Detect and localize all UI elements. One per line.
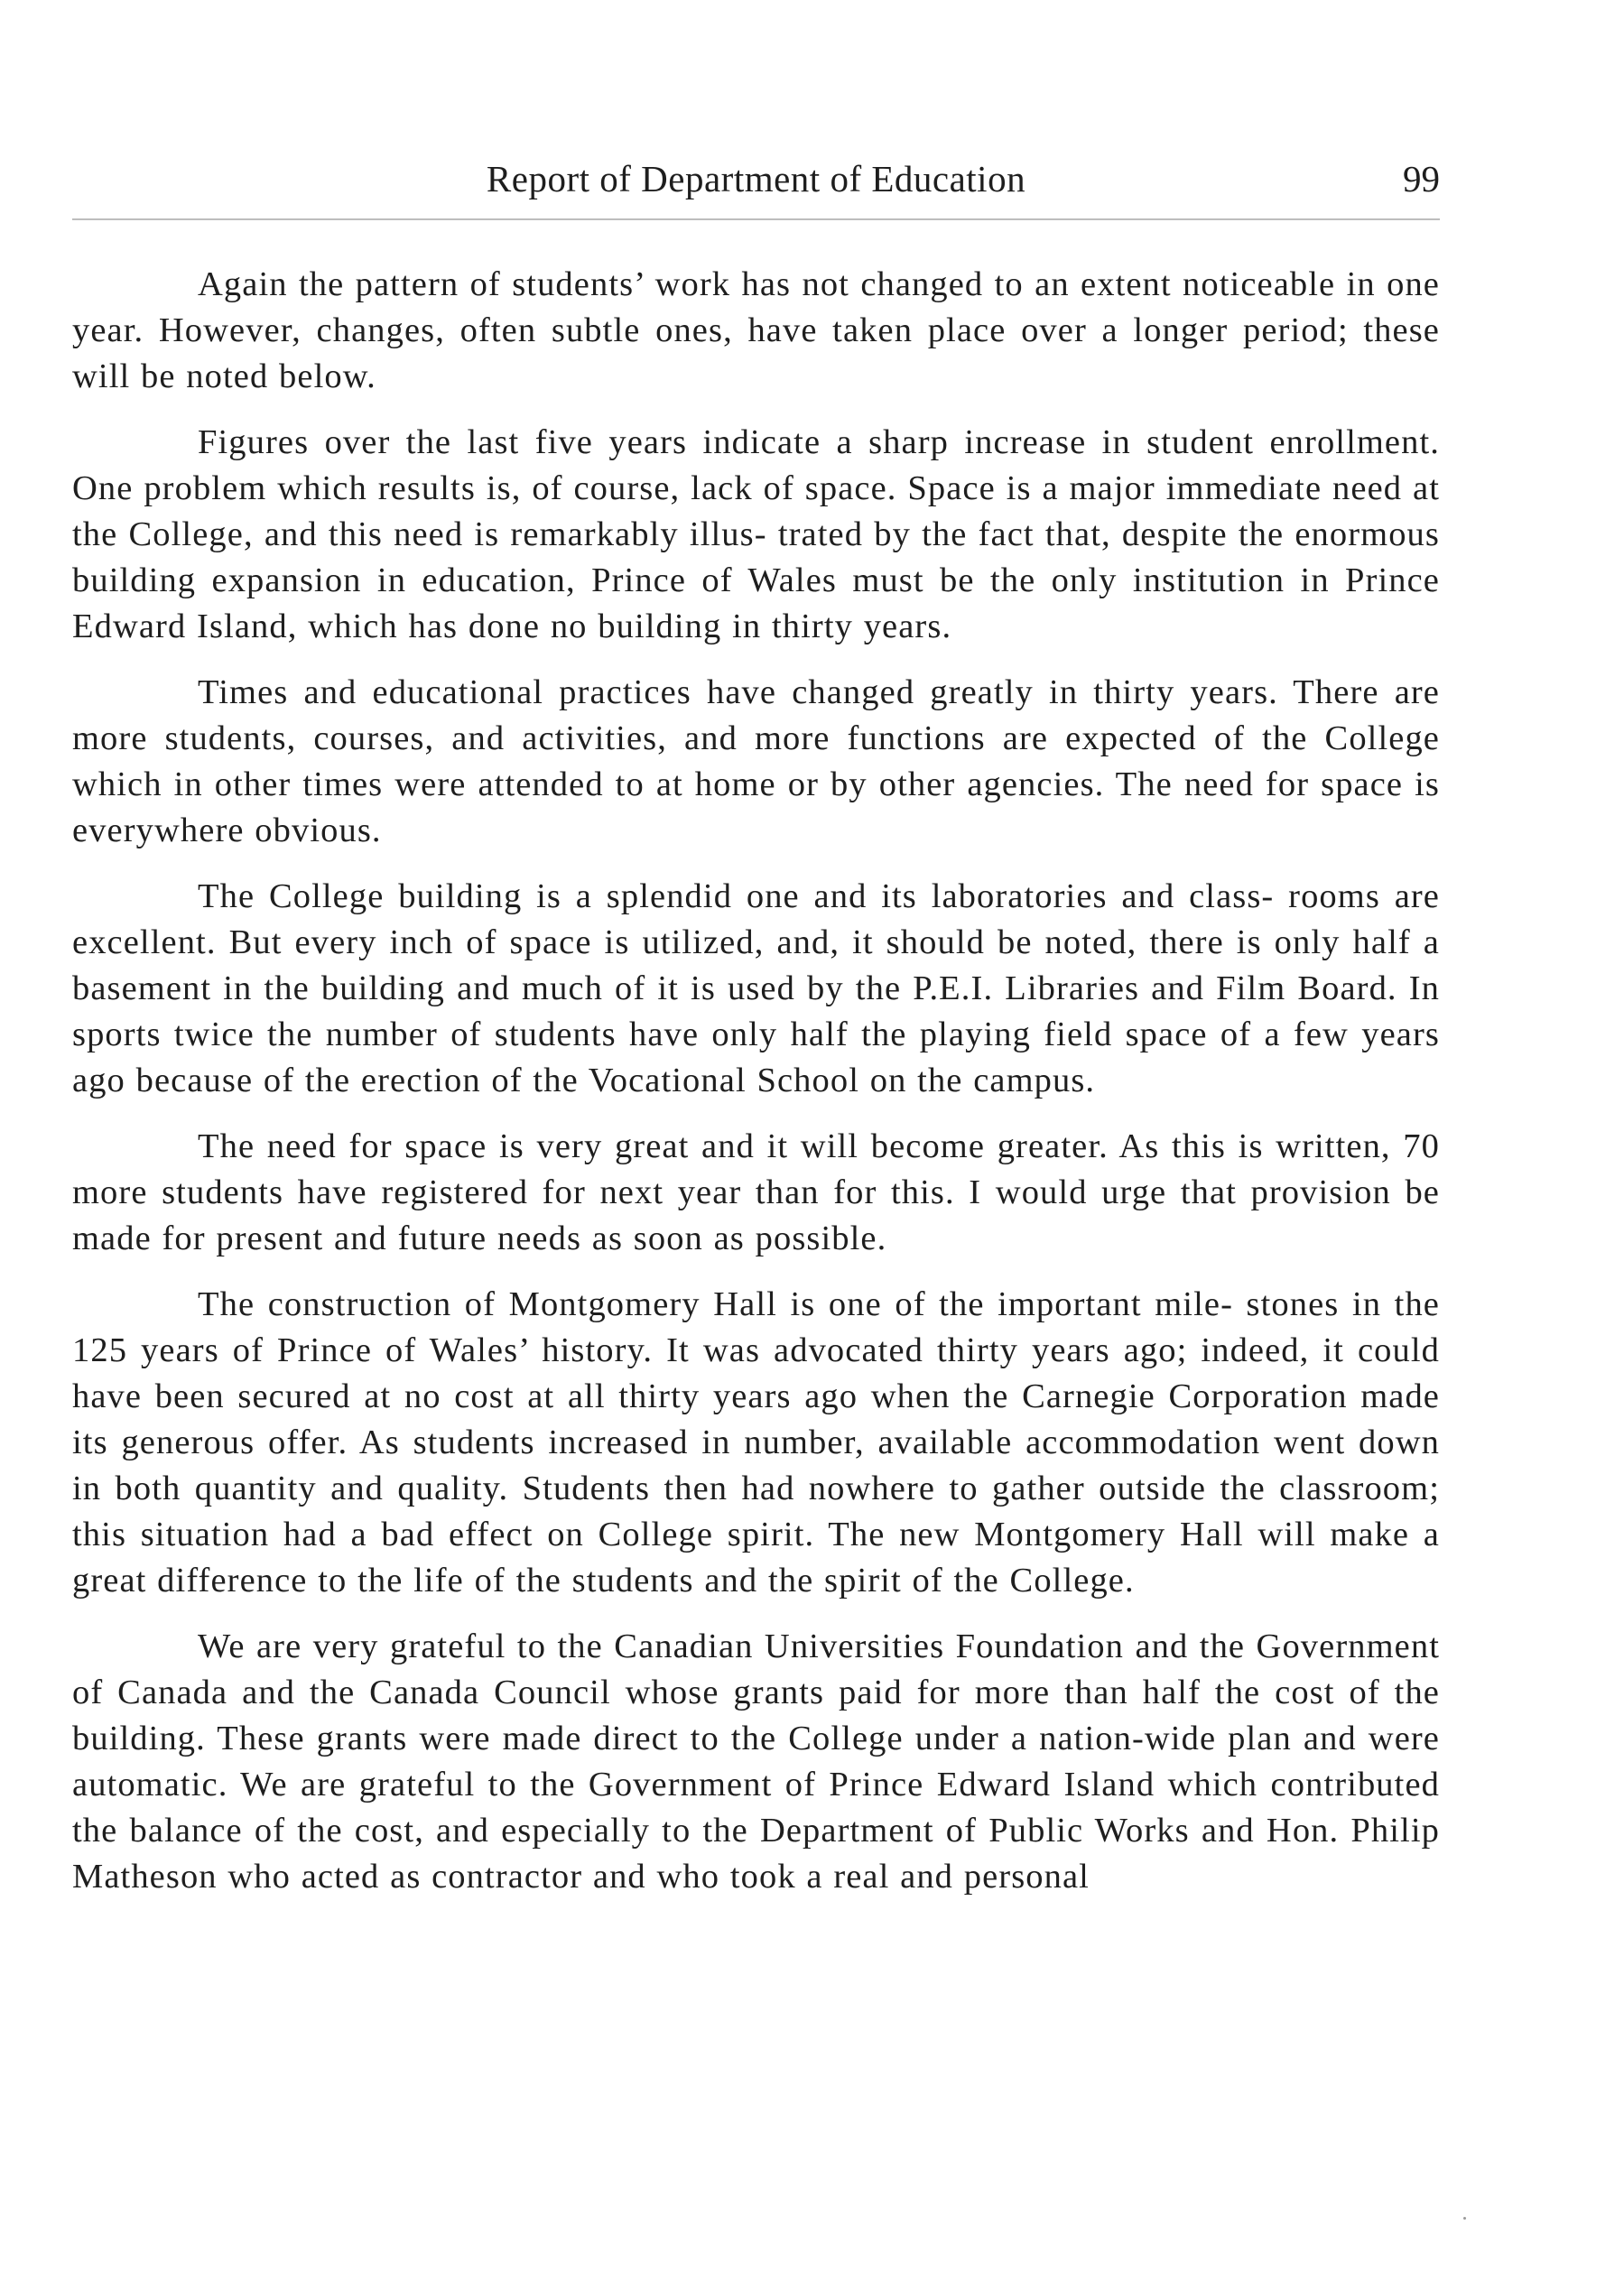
running-header bbox=[72, 152, 1440, 206]
paragraph-space-need: The need for space is very great and it will become greater. As this is written, 70 more students have registered for next year than for this. I would urge that provision be made for present and future needs as soon as possible. bbox=[72, 1127, 1440, 1257]
page-number: 99 bbox=[1403, 158, 1440, 199]
paragraph-montgomery-hall: The construction of Montgomery Hall is one of the important mile- stones in the 125 years of Prince of Wales’ history. It was advocated thirty years ago; indeed, it could have been secured at no cost at all thirty years ago when the Carnegie Corporation made its generous offer. As students increased in number, available accommodation went down in both quantity and quality. Students then had nowhere to gather outside the classroom; this situation had a bad effect on College spirit. The new Montgomery Hall will make a great difference to the life of the students and the spirit of the College. bbox=[72, 1285, 1440, 1599]
paragraph-enrollment-space: Figures over the last five years indicate a sharp increase in student enrollment. One problem which results is, of course, lack of space. Space is a major immediate need at the College, and this need is remarkably illus- trated by the fact that, despite the enormous building expansion in education, Prince of Wales must be the only institution in Prince Edward Island, which has done no building in thirty years. bbox=[72, 423, 1440, 645]
scan-speck bbox=[1463, 2217, 1466, 2220]
paragraph-gratitude: We are very grateful to the Canadian Universities Foundation and the Government of Canada and the Canada Council whose grants paid for more than half the cost of the building. These grants were made direct to the College under a nation-wide plan and were automatic. We are grateful to the Government of Prince Edward Island which contributed the balance of the cost, and especially to the Department of Public Works and Hon. Philip Matheson who acted as contractor and who took a real and personal bbox=[72, 1627, 1440, 1896]
paragraph-changing-times: Times and educational practices have changed greatly in thirty years. There are more students, courses, and activities, and more functions are expected of the College which in other times were attended to at home or by other agencies. The need for space is everywhere obvious. bbox=[72, 673, 1440, 849]
paragraph-college-building: The College building is a splendid one and its laboratories and class- rooms are excellent. But every inch of space is utilized, and, it should be noted, there is only half a basement in the building and much of it is used by the P.E.I. Libraries and Film Board. In sports twice the number of students have only half the playing field space of a few years ago because of the erection of the Vocational School on the campus. bbox=[72, 877, 1440, 1099]
body-text bbox=[72, 262, 1440, 1920]
paragraph-student-work: Again the pattern of students’ work has not changed to an extent noticeable in one year. However, changes, often subtle ones, have taken place over a longer period; these will be noted below. bbox=[72, 265, 1440, 395]
header-rule bbox=[72, 218, 1440, 220]
running-title: Report of Department of Education bbox=[486, 158, 1026, 199]
